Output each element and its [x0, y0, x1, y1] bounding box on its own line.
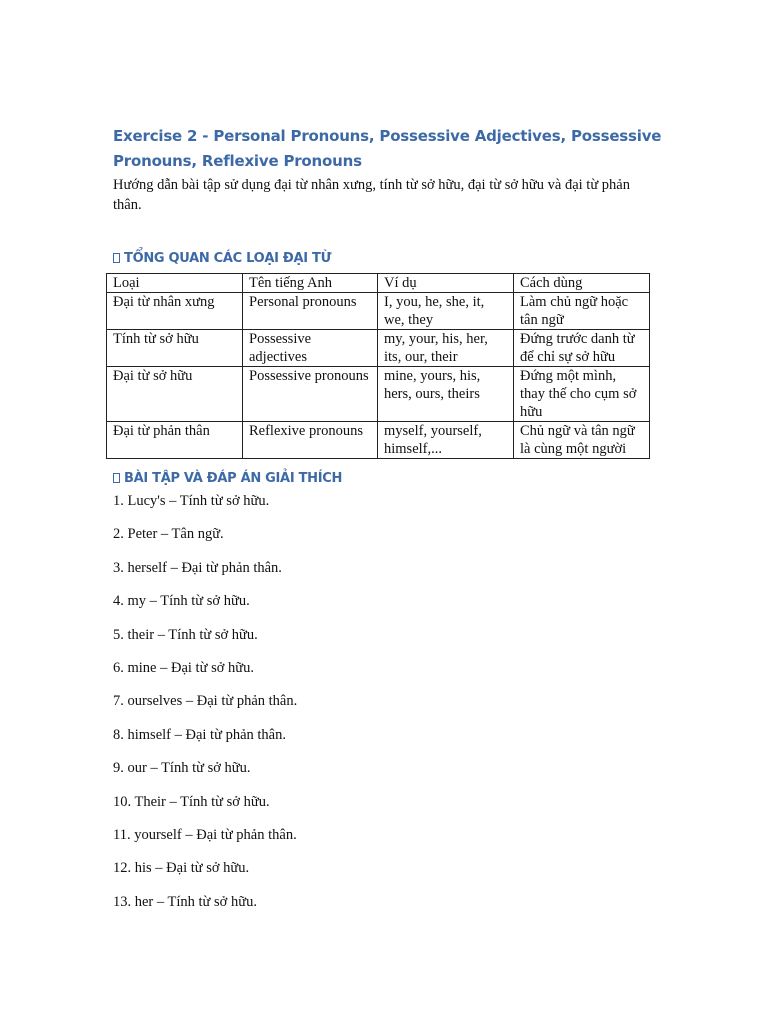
answer-item: 9. our – Tính từ sở hữu. [113, 760, 251, 777]
table-cell: Đứng một mình, thay thế cho cụm sở hữu [514, 367, 650, 422]
table-cell: myself, yourself, himself,... [378, 422, 514, 459]
intro-paragraph: Hướng dẫn bài tập sử dụng đại từ nhân xưng, tính từ sở hữu, đại từ sở hữu và đại từ phản thân. [113, 177, 630, 213]
answer-item: 2. Peter – Tân ngữ. [113, 526, 224, 543]
table-header-cell: Tên tiếng Anh [243, 274, 378, 293]
answer-item: 3. herself – Đại từ phản thân. [113, 559, 282, 576]
answer-item: 12. his – Đại từ sở hữu. [113, 860, 250, 877]
section-heading-overview-text: TỔNG QUAN CÁC LOẠI ĐẠI TỪ [124, 251, 332, 266]
answer-list [113, 491, 297, 925]
answer-item: 13. her – Tính từ sở hữu. [113, 893, 257, 910]
answer-item: 7. ourselves – Đại từ phản thân. [113, 693, 298, 710]
table-cell: Làm chủ ngữ hoặc tân ngữ [514, 293, 650, 330]
table-cell: Reflexive pronouns [243, 422, 378, 459]
table-header-cell: Cách dùng [514, 274, 650, 293]
table-cell: Tính từ sở hữu [107, 330, 243, 367]
answer-item: 6. mine – Đại từ sở hữu. [113, 659, 254, 676]
missing-glyph-icon [113, 473, 120, 483]
answer-item: 10. Their – Tính từ sở hữu. [113, 793, 270, 810]
section-heading-exercises-text: BÀI TẬP VÀ ĐÁP ÁN GIẢI THÍCH [124, 471, 343, 486]
answer-item: 1. Lucy's – Tính từ sở hữu. [113, 493, 270, 509]
answer-item: 5. their – Tính từ sở hữu. [113, 626, 258, 643]
table-cell: my, your, his, her, its, our, their [378, 330, 514, 367]
table-cell: Personal pronouns [243, 293, 378, 330]
table-cell: Đại từ nhân xưng [107, 293, 243, 330]
table-row [107, 293, 650, 330]
section-heading-overview [113, 250, 331, 268]
answer-item: 4. my – Tính từ sở hữu. [113, 593, 250, 610]
table-row [107, 367, 650, 422]
table-cell: Đứng trước danh từ để chỉ sự sở hữu [514, 330, 650, 367]
table-header-row [107, 274, 650, 293]
table-cell: Đại từ phản thân [107, 422, 243, 459]
table-header-cell: Loại [107, 274, 243, 293]
table-cell: Possessive pronouns [243, 367, 378, 422]
table-row [107, 422, 650, 459]
table-header-cell: Ví dụ [378, 274, 514, 293]
table-cell: I, you, he, she, it, we, they [378, 293, 514, 330]
pronoun-overview-table [106, 273, 650, 459]
table-cell: Đại từ sở hữu [107, 367, 243, 422]
table-cell: Chủ ngữ và tân ngữ là cùng một người [514, 422, 650, 459]
answer-item: 11. yourself – Đại từ phản thân. [113, 826, 297, 843]
table-row [107, 330, 650, 367]
missing-glyph-icon [113, 253, 120, 263]
section-heading-exercises [113, 470, 342, 488]
table-cell: mine, yours, his, hers, ours, theirs [378, 367, 514, 422]
document-title: Exercise 2 - Personal Pronouns, Possessive Adjectives, Possessive Pronouns, Reflexive Pronouns [113, 127, 662, 170]
answer-item: 8. himself – Đại từ phản thân. [113, 726, 286, 743]
table-cell: Possessive adjectives [243, 330, 378, 367]
